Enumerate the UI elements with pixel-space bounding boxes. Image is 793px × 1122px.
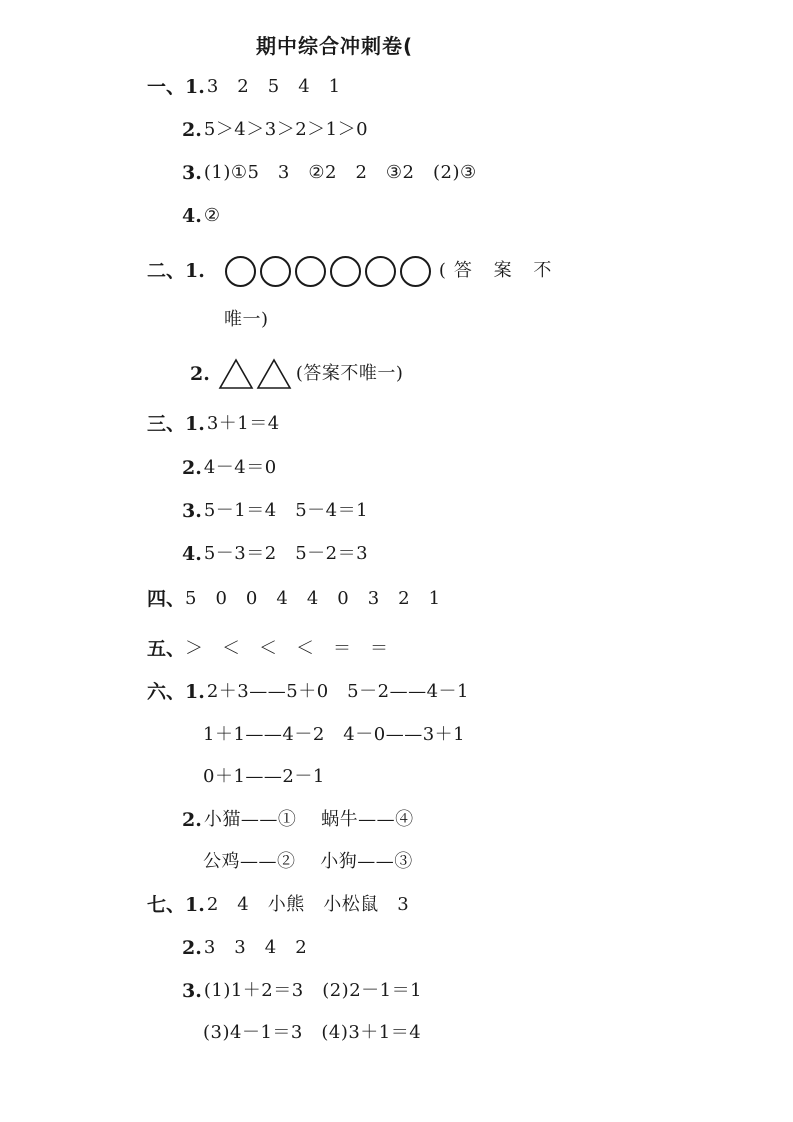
s7-q3-line2-row xyxy=(203,1019,421,1047)
s4-answer: 5 0 0 4 4 0 3 2 1 xyxy=(185,588,441,609)
section-label-1: 一、 xyxy=(147,76,186,98)
s5-answer: ＞ ＜ ＜ ＜ ＝ ＝ xyxy=(185,638,389,659)
s2-q1-cont-row xyxy=(224,306,269,334)
s1-q2-answer: 5＞4＞3＞2＞1＞0 xyxy=(203,119,369,140)
s6-q1-line3-row xyxy=(203,763,325,791)
s7-q1-row xyxy=(147,891,409,919)
s6-q2-num: 2. xyxy=(182,809,202,831)
s1-q3-answer: (1)①5 3 ②2 2 ③2 (2)③ xyxy=(203,162,477,183)
s6-q1-line2-row xyxy=(203,721,465,749)
s7-q1-answer: 2 4 小熊 小松鼠 3 xyxy=(206,894,410,915)
s6-q1-line1: 2＋3——5＋0 5－2——4－1 xyxy=(206,681,469,702)
s7-q2-row xyxy=(182,934,307,962)
circle-shape xyxy=(330,256,361,287)
circle-shape xyxy=(295,256,326,287)
s1-q4-answer: ② xyxy=(203,205,221,226)
s4-row xyxy=(147,585,441,613)
s3-q2-num: 2. xyxy=(182,457,202,479)
s1-q1-num: 1. xyxy=(185,76,205,98)
circle-row xyxy=(225,256,431,287)
circle-shape xyxy=(400,256,431,287)
circle-shape xyxy=(365,256,396,287)
s1-q4-num: 4. xyxy=(182,205,202,227)
s3-q3-answer: 5－1＝4 5－4＝1 xyxy=(203,500,369,521)
s3-q4-num: 4. xyxy=(182,543,202,565)
s3-q3-row xyxy=(182,497,368,525)
triangle-shape xyxy=(218,358,254,390)
s6-q2-line2: 公鸡——② 小狗——③ xyxy=(203,851,413,872)
section-label-4: 四、 xyxy=(147,588,186,610)
s2-q2-row xyxy=(190,357,403,391)
s3-q4-row xyxy=(182,540,368,568)
s1-q3-num: 3. xyxy=(182,162,202,184)
section-label-6: 六、 xyxy=(147,681,186,703)
section-label-3: 三、 xyxy=(147,413,186,435)
circle-shape xyxy=(225,256,256,287)
section-label-5: 五、 xyxy=(147,638,186,660)
s6-q1-line2: 1＋1——4－2 4－0——3＋1 xyxy=(203,724,466,745)
s3-q1-answer: 3＋1＝4 xyxy=(206,413,280,434)
s7-q3-row xyxy=(182,977,422,1005)
s6-q2-line2-row xyxy=(203,848,413,876)
s7-q3-line1: (1)1＋2＝3 (2)2－1＝1 xyxy=(203,980,423,1001)
s7-q1-num: 1. xyxy=(185,894,205,916)
s1-q3-row xyxy=(182,159,477,187)
section-label-7: 七、 xyxy=(147,894,186,916)
s2-q2-num: 2. xyxy=(190,363,210,385)
s1-q4-row xyxy=(182,202,220,230)
s1-q2-num: 2. xyxy=(182,119,202,141)
s7-q3-num: 3. xyxy=(182,980,202,1002)
s1-q1-row xyxy=(147,73,341,101)
s2-q2-note: (答案不唯一) xyxy=(295,363,404,384)
s3-q2-row xyxy=(182,454,277,482)
s1-q1-answer: 3 2 5 4 1 xyxy=(206,76,341,97)
circle-shape xyxy=(260,256,291,287)
s6-q1-row xyxy=(147,678,469,706)
s3-q2-answer: 4－4＝0 xyxy=(203,457,277,478)
s6-q2-line1: 小猫——① 蜗牛——④ xyxy=(203,809,414,830)
s6-q2-row xyxy=(182,806,414,834)
s3-q1-row xyxy=(147,410,280,438)
s3-q3-num: 3. xyxy=(182,500,202,522)
section-label-2: 二、 xyxy=(147,260,186,282)
s3-q1-num: 1. xyxy=(185,413,205,435)
s7-q3-line2: (3)4－1＝3 (4)3＋1＝4 xyxy=(203,1022,422,1043)
s3-q4-answer: 5－3＝2 5－2＝3 xyxy=(203,543,369,564)
s6-q1-line3: 0＋1——2－1 xyxy=(203,766,325,787)
triangle-row xyxy=(218,358,292,390)
page-title: 期中综合冲刺卷( xyxy=(256,34,414,58)
s7-q2-answer: 3 3 4 2 xyxy=(203,937,308,958)
s2-q1-note: (答 案 不 xyxy=(438,260,560,281)
s1-q2-row xyxy=(182,116,368,144)
s5-row xyxy=(147,635,389,663)
s2-q1-num: 1. xyxy=(185,260,205,282)
s2-q1-row xyxy=(147,254,559,288)
triangle-shape xyxy=(256,358,292,390)
s2-q1-note-cont: 唯一) xyxy=(224,309,269,330)
s7-q2-num: 2. xyxy=(182,937,202,959)
s6-q1-num: 1. xyxy=(185,681,205,703)
